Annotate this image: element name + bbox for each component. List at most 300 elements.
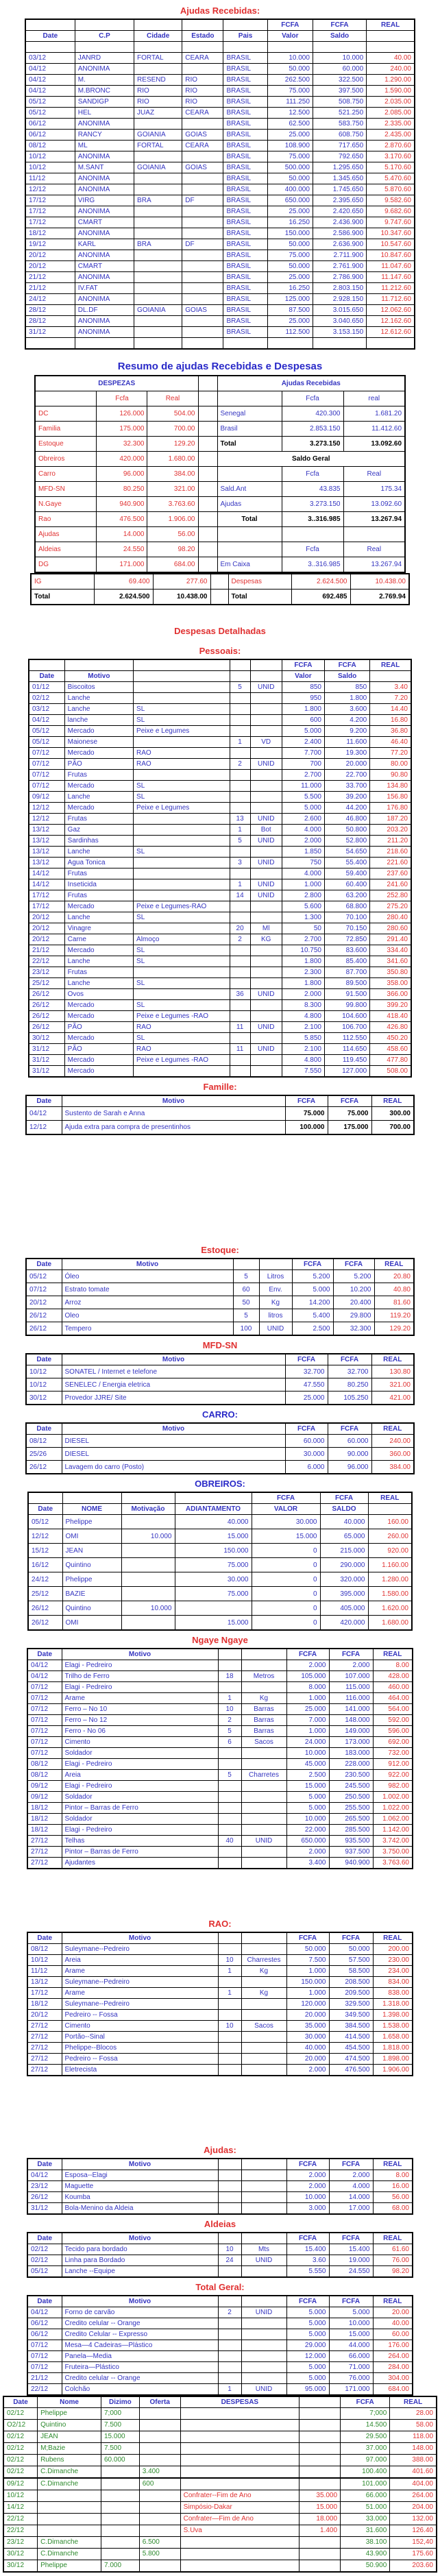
- cell: 7.700: [282, 748, 324, 759]
- cell: 46.40: [370, 737, 411, 748]
- cell: CEARA: [182, 53, 223, 64]
- cell: 5.000: [329, 2307, 373, 2318]
- cell: 3.60: [286, 2255, 329, 2266]
- cell: Motivo: [62, 1423, 285, 1435]
- cell: 81.60: [374, 1296, 414, 1309]
- table-row: [25, 97, 415, 108]
- cell: [217, 527, 282, 542]
- table-row: [25, 86, 415, 97]
- cell: 5.470.60: [367, 173, 415, 184]
- cell: 3..316.985: [282, 557, 343, 573]
- cell: 15.400: [286, 2244, 329, 2255]
- cell: 21/12: [27, 2373, 62, 2384]
- cell: Suleymane--Pedreiro: [62, 1999, 218, 2010]
- cell: Elagi - Pedreiro: [62, 1759, 218, 1770]
- cell: [218, 1792, 241, 1803]
- cell: 5: [218, 1770, 241, 1781]
- table-row: [25, 327, 415, 338]
- cell: 2.700: [282, 934, 324, 945]
- cell: 83.600: [325, 945, 370, 956]
- table-row: [29, 737, 411, 748]
- cell: ANONIMA: [75, 316, 134, 327]
- table-row: [25, 42, 415, 53]
- total-geral-head: [27, 2296, 413, 2307]
- table-row: [27, 2203, 413, 2215]
- cell: 428.00: [373, 1671, 413, 1682]
- cell: 1.295.650: [313, 162, 366, 173]
- cell: 291.40: [370, 934, 411, 945]
- cell: 11.712.60: [367, 294, 415, 305]
- cell: 13.092.60: [343, 497, 405, 512]
- cell: 50.000: [267, 173, 313, 184]
- cell: 15.000: [252, 1529, 320, 1544]
- table-row: [29, 847, 411, 858]
- cell: [182, 228, 223, 239]
- cell: 1: [230, 879, 250, 890]
- cell: 203.20: [370, 825, 411, 836]
- cell: 175.34: [343, 482, 405, 497]
- cell: Phelippe: [62, 1572, 121, 1587]
- cell: [134, 119, 182, 130]
- cell: [121, 1544, 175, 1558]
- cell: BRASIL: [223, 283, 267, 294]
- cell: 07/12: [27, 1737, 62, 1748]
- table-row: [25, 162, 415, 173]
- cell: Real: [343, 467, 405, 482]
- cell: SL: [134, 792, 230, 803]
- header-row: [26, 1354, 414, 1365]
- cell: UNID: [241, 2307, 286, 2318]
- cell: [250, 1033, 282, 1044]
- table-row: [25, 239, 415, 250]
- cell: 26/12: [29, 1011, 64, 1022]
- cell: 7.550: [282, 1066, 324, 1078]
- header-row: [27, 1649, 413, 1660]
- pessoais-body: [29, 682, 411, 1078]
- cell: 105.000: [286, 1671, 329, 1682]
- cell: [230, 967, 250, 978]
- cell: 564.00: [373, 1704, 413, 1715]
- table-row: [29, 890, 411, 901]
- ngaye-head: [27, 1649, 413, 1660]
- cell: [241, 2159, 286, 2170]
- cell: [182, 217, 223, 228]
- cell: 38.100: [341, 2537, 390, 2549]
- cell: 11.047.60: [367, 261, 415, 272]
- cell: Ajudas: [217, 497, 282, 512]
- table-row: [3, 2502, 437, 2514]
- cell: [250, 1066, 282, 1078]
- cell: 175.000: [328, 1121, 371, 1135]
- cell: 583.750: [313, 119, 366, 130]
- cell: 04/12: [27, 1671, 62, 1682]
- cell: Metros: [241, 1671, 286, 1682]
- rao-table: [27, 1932, 413, 2076]
- table-row: [28, 1544, 412, 1558]
- cell: [182, 327, 223, 338]
- cell: 384.00: [147, 467, 198, 482]
- cell: 358.00: [370, 978, 411, 989]
- cell: 3.763.60: [373, 1858, 413, 1869]
- table-row: [26, 1121, 414, 1135]
- cell: 940.900: [329, 1858, 373, 1869]
- cell: 0: [252, 1616, 320, 1631]
- cell: 5.000: [286, 1803, 329, 1814]
- cell: Ferro - No 06: [62, 1726, 218, 1737]
- cell: 384.00: [371, 1461, 414, 1474]
- cell: [241, 1682, 286, 1693]
- cell: 11: [230, 1044, 250, 1055]
- cell: Maionese: [64, 737, 133, 748]
- cell: [25, 338, 75, 350]
- cell: [218, 1999, 241, 2010]
- header-row: [27, 2159, 413, 2170]
- cell: 87.500: [267, 305, 313, 316]
- cell: [121, 1558, 175, 1572]
- cell: 50.800: [325, 825, 370, 836]
- cell: 06/12: [27, 2329, 62, 2340]
- cell: C.P: [75, 31, 134, 42]
- pessoais-title: Pessoais:: [199, 646, 241, 656]
- table-row: [28, 1558, 412, 1572]
- table-row: [25, 184, 415, 195]
- cell: [182, 184, 223, 195]
- table-row: [28, 1529, 412, 1544]
- cell: 40: [218, 1836, 241, 1847]
- cell: RIO: [134, 86, 182, 97]
- cell: 15.000: [329, 2329, 373, 2340]
- table-row: [3, 2431, 437, 2443]
- cell: CEARA: [182, 141, 223, 151]
- cell: 5.000: [286, 2362, 329, 2373]
- cell: 15.000: [300, 2502, 341, 2514]
- cell: Simpósio-Dakar: [180, 2502, 299, 2514]
- cell: 10/12: [25, 151, 75, 162]
- table-row: [35, 497, 405, 512]
- table-row: [27, 2318, 413, 2329]
- cell: 129.20: [374, 1322, 414, 1336]
- table-row: [27, 2054, 413, 2065]
- header-row: [27, 1932, 413, 1944]
- table-row: [25, 228, 415, 239]
- cell: 30/12: [3, 2560, 38, 2573]
- table-row: [25, 217, 415, 228]
- cell: 2.400: [282, 737, 324, 748]
- cell: 2.000: [286, 1660, 329, 1671]
- cell: 13/12: [29, 858, 64, 868]
- cell: 5.000: [286, 2329, 329, 2340]
- ig-summary-table: [30, 573, 410, 605]
- cell: 11.000: [282, 781, 324, 792]
- cell: [250, 770, 282, 781]
- cell: 05/12: [25, 108, 75, 119]
- cell: 1.300: [282, 912, 324, 923]
- cell: 76.000: [329, 2373, 373, 2384]
- cell: 20: [230, 923, 250, 934]
- table-row: [29, 934, 411, 945]
- cell: Nome: [38, 2396, 101, 2408]
- cell: 28/12: [25, 316, 75, 327]
- cell: 2.085.00: [367, 108, 415, 119]
- cell: Carro: [35, 467, 97, 482]
- carro-head: [26, 1423, 414, 1435]
- cell: 17/12: [29, 901, 64, 912]
- cell: [241, 2266, 286, 2278]
- cell: [241, 2373, 286, 2384]
- cell: 3.273.150: [282, 497, 343, 512]
- table-row: [27, 1858, 413, 1869]
- cell: 792.650: [313, 151, 366, 162]
- cell: 12/12: [29, 814, 64, 825]
- cell: CMART: [75, 261, 134, 272]
- cell: 24.000: [286, 1737, 329, 1748]
- cell: 1.620.00: [368, 1601, 412, 1616]
- cell: [198, 391, 217, 406]
- cell: [134, 184, 182, 195]
- cell: 106.700: [325, 1022, 370, 1033]
- cell: Cimento: [62, 1737, 218, 1748]
- table-row: [29, 726, 411, 737]
- table-row: [25, 283, 415, 294]
- cell: 43.900: [341, 2549, 390, 2560]
- cell: 10.000: [286, 1748, 329, 1759]
- cell: SENELEC / Energia eletrica: [62, 1378, 285, 1392]
- cell: FCFA: [328, 1423, 371, 1435]
- cell: 650.000: [267, 195, 313, 206]
- cell: Peixe e Legumes: [134, 803, 230, 814]
- cell: [300, 2549, 341, 2560]
- cell: 05/12: [25, 97, 75, 108]
- cell: 2.000: [282, 836, 324, 847]
- cell: 420.300: [282, 406, 343, 422]
- cell: [134, 1066, 230, 1078]
- cell: [230, 901, 250, 912]
- pessoais-table: [28, 659, 412, 1078]
- cell: SL: [134, 847, 230, 858]
- cell: 10.438.00: [350, 574, 409, 590]
- cell: FCFA: [282, 659, 324, 671]
- table-row: [25, 130, 415, 141]
- cell: [250, 693, 282, 704]
- cell: [300, 2537, 341, 2549]
- cell: ADIANTAMENTO: [175, 1504, 252, 1515]
- cell: 50.000: [267, 64, 313, 75]
- cell: 0: [252, 1544, 320, 1558]
- cell: Ajudantes: [62, 1858, 218, 1869]
- cell: ML: [75, 141, 134, 151]
- cell: 100.000: [285, 1121, 328, 1135]
- table-row: [27, 1955, 413, 1966]
- table-row: [25, 305, 415, 316]
- table-row: [35, 437, 405, 452]
- cell: 171.000: [329, 2384, 373, 2396]
- cell: 2.711.900: [313, 250, 366, 261]
- table-row: [26, 1435, 414, 1448]
- table-row: [29, 704, 411, 715]
- cell: BRA: [134, 195, 182, 206]
- cell: [250, 847, 282, 858]
- table-row: [28, 1587, 412, 1601]
- cell: 5.550: [286, 2266, 329, 2278]
- cell: [267, 338, 313, 350]
- cell: [241, 2362, 286, 2373]
- cell: Portão--Sinal: [62, 2032, 218, 2043]
- cell: BRASIL: [223, 151, 267, 162]
- cell: REAL: [367, 19, 415, 31]
- cell: RIO: [182, 86, 223, 97]
- estoque-title: Estoque:: [201, 1245, 239, 1255]
- cell: 118.00: [390, 2431, 437, 2443]
- cell: 5.000: [292, 1283, 333, 1296]
- table-row: [3, 2420, 437, 2431]
- cell: 50.000: [267, 261, 313, 272]
- cell: 02/12: [29, 693, 64, 704]
- cell: 4.800: [282, 1055, 324, 1066]
- cell: Date: [26, 1423, 62, 1435]
- table-row: [29, 901, 411, 912]
- cell: 115.000: [329, 1682, 373, 1693]
- cell: [139, 2455, 180, 2466]
- cell: 717.650: [313, 141, 366, 151]
- cell: Lanche: [64, 693, 133, 704]
- cell: Arroz: [62, 1296, 233, 1309]
- cell: 02/12: [27, 2244, 62, 2255]
- table-row: [35, 452, 405, 467]
- cell: 29.000: [286, 2340, 329, 2351]
- cell: O2/12: [3, 2420, 38, 2431]
- cell: 5: [233, 1270, 259, 1283]
- rao-title: RAO:: [208, 1919, 232, 1929]
- cell: FCFA: [252, 1492, 320, 1504]
- cell: 04/12: [26, 1107, 62, 1121]
- cell: Frutas: [64, 868, 133, 879]
- table-row: [25, 261, 415, 272]
- cell: Total: [217, 512, 282, 527]
- cell: PÃO: [64, 1044, 133, 1055]
- cell: 2.800: [282, 890, 324, 901]
- cell: 476.500: [329, 2065, 373, 2076]
- cell: 16/12: [28, 1558, 62, 1572]
- cell: 2: [218, 2307, 241, 2318]
- cell: [25, 42, 75, 53]
- cell: 150.000: [267, 228, 313, 239]
- cell: [139, 2408, 180, 2420]
- cell: PÃO: [64, 759, 133, 770]
- cell: 59.400: [325, 868, 370, 879]
- table-row: [29, 814, 411, 825]
- cell: 20/12: [25, 250, 75, 261]
- cell: Pintor – Barras de Ferro: [62, 1847, 218, 1858]
- cell: 5.200: [292, 1270, 333, 1283]
- cell: 504.00: [147, 406, 198, 422]
- cell: 521.250: [313, 108, 366, 119]
- ngaye-body: [27, 1660, 413, 1869]
- cell: 8.000: [286, 1682, 329, 1693]
- cell: BRASIL: [223, 217, 267, 228]
- cell: BRASIL: [223, 206, 267, 217]
- table-row: [3, 2466, 437, 2479]
- cell: 600: [282, 715, 324, 726]
- cell: [218, 2373, 241, 2384]
- cell: [134, 693, 230, 704]
- cell: 07/12: [27, 2351, 62, 2362]
- cell: 116.000: [329, 1693, 373, 1704]
- cell: [368, 1504, 412, 1515]
- obreiros-title: OBREIROS:: [195, 1479, 245, 1489]
- cell: [300, 2466, 341, 2479]
- cell: [134, 770, 230, 781]
- cell: 22/12: [3, 2514, 38, 2525]
- cell: [218, 2203, 241, 2215]
- cell: Trilho de Ferro: [62, 1671, 218, 1682]
- cell: Elagi - Pedreiro: [62, 1660, 218, 1671]
- cell: 50.000: [267, 239, 313, 250]
- cell: UNID: [241, 2255, 286, 2266]
- cell: 02/12: [27, 2255, 62, 2266]
- cell: 5.000: [286, 2318, 329, 2329]
- cell: UNID: [241, 1836, 286, 1847]
- cell: [218, 2043, 241, 2054]
- cell: 14/12: [29, 868, 64, 879]
- cell: 14.000: [97, 527, 147, 542]
- cell: Sardinhas: [64, 836, 133, 847]
- cell: RIO: [182, 75, 223, 86]
- cell: 2.100: [282, 1044, 324, 1055]
- cell: [180, 2420, 299, 2431]
- cell: [241, 1999, 286, 2010]
- cell: 18.000: [300, 2514, 341, 2525]
- cell: [139, 2514, 180, 2525]
- cell: 5.000: [286, 2307, 329, 2318]
- cell: 176.00: [373, 2340, 413, 2351]
- cell: 10/12: [26, 1378, 62, 1392]
- cell: 2.300: [282, 967, 324, 978]
- cell: Peixe e Legumes -RAO: [134, 1055, 230, 1066]
- cell: 5.800: [139, 2549, 180, 2560]
- table-row: [26, 1296, 414, 1309]
- aldeias-title: Aldeias: [204, 2219, 236, 2229]
- cell: [75, 42, 134, 53]
- cell: REAL: [371, 1354, 414, 1365]
- cell: [139, 2431, 180, 2443]
- cell: [38, 2502, 101, 2514]
- cell: JEAN: [62, 1544, 121, 1558]
- cell: 70.150: [325, 923, 370, 934]
- cell: 5.870.60: [367, 184, 415, 195]
- cell: [134, 671, 230, 682]
- cell: 1.680.00: [147, 452, 198, 467]
- cell: BRASIL: [223, 261, 267, 272]
- cell: FCFA: [329, 2296, 373, 2307]
- carro-title: CARRO:: [202, 1409, 238, 1420]
- table-row: [29, 715, 411, 726]
- cell: 10.000: [286, 2192, 329, 2203]
- cell: 35.000: [300, 2490, 341, 2502]
- cell: ANONIMA: [75, 173, 134, 184]
- cell: [198, 452, 217, 467]
- cell: 06/12: [27, 2318, 62, 2329]
- cell: REAL: [373, 2296, 413, 2307]
- cell: 1.850: [282, 847, 324, 858]
- cell: ANONIMA: [75, 64, 134, 75]
- cell: 18/12: [27, 1999, 62, 2010]
- cell: OMI: [62, 1616, 121, 1631]
- cell: ANONIMA: [75, 206, 134, 217]
- cell: 40.80: [374, 1283, 414, 1296]
- cell: 19.300: [325, 748, 370, 759]
- table-row: [35, 467, 405, 482]
- cell: 27/12: [27, 1858, 62, 1869]
